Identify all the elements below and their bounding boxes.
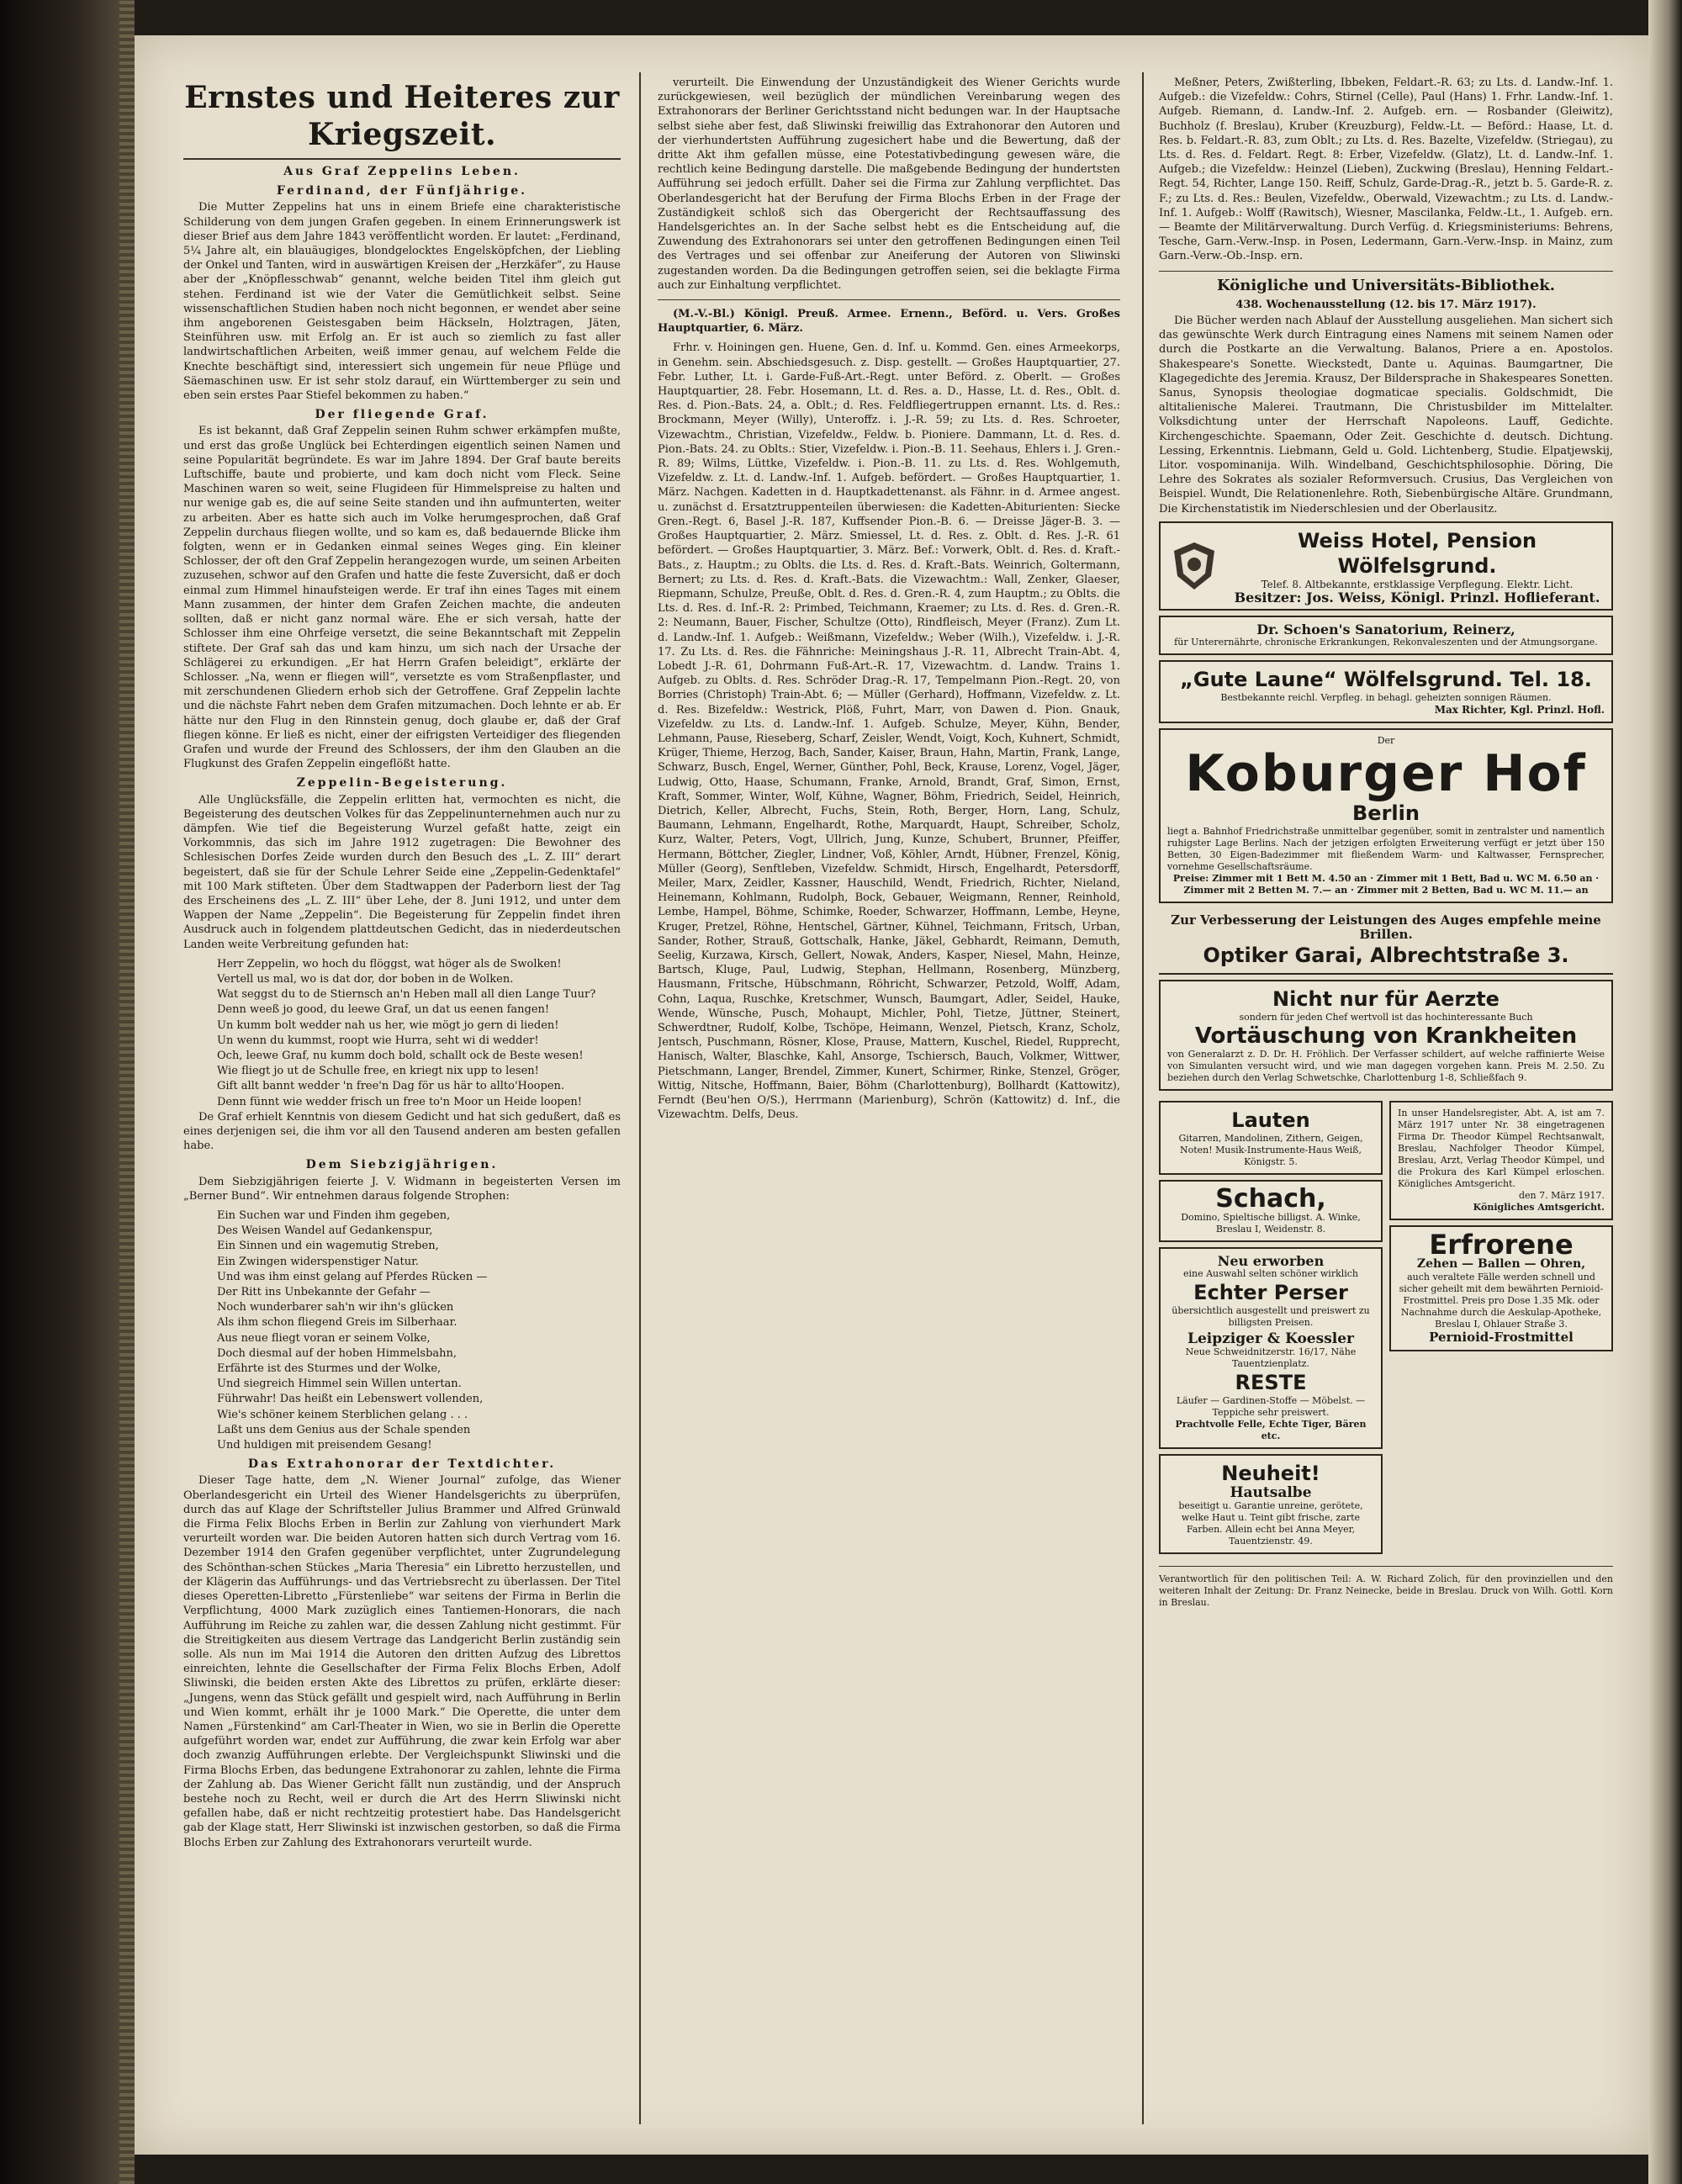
poem-line: Noch wunderbarer sah'n wir ihn's glücken [217,1301,454,1314]
poem-line: Der Ritt ins Unbekannte der Gefahr — [217,1286,431,1299]
poem-line: Und siegreich Himmel sein Willen untertan. [217,1378,462,1391]
footer-imprint: Verantwortlich für den politischen Teil: A. W. Richard Zolich, für den provinziellen und den weiteren Inhalt der Zeitung: Dr. Franz Neinecke, beide in Breslau. Druck von Wilh. Gottl. Korn in Breslau. [1159,1573,1613,1609]
ad-text: Prachtvolle Felle, Echte Tiger, Bären etc. [1175,1418,1367,1441]
column-1 [183,76,621,2119]
ad-koburger-hof [1159,728,1613,903]
ad-title: Schach, [1215,1183,1326,1214]
library-heading: Königliche und Universitäts-Bibliothek. [1216,276,1556,294]
ad-text: Neu erworben [1217,1252,1325,1269]
notice-court: Königliches Amtsgericht. [1473,1201,1605,1213]
ad-title: Dr. Schoen's Sanatorium, Reinerz, [1256,621,1515,637]
ad-gute-laune [1159,660,1613,723]
divider [1159,1566,1613,1567]
article-paragraph: Dem Siebzigjährigen feierte J. V. Widmann in begeisterten Versen im „Berner Bund“. Wir entnehmen daraus folgende Strophen: [183,1175,621,1203]
ad-subtitle: Hautsalbe [1230,1483,1312,1501]
ad-text: Gitarren, Mandolinen, Zithern, Geigen, Noten! Musik-Instrumente-Haus Weiß, Königstr. 5. [1178,1132,1363,1167]
notice-handelsregister [1389,1101,1613,1220]
section-subheading: Ferdinand, der Fünfjährige. [276,184,528,198]
ad-text: beseitigt u. Garantie unreine, gerötete, welke Haut u. Teint gibt frische, zarte Farben. Allein echt bei Anna Meyer, Tauentzienstr. 49. [1178,1500,1363,1547]
ad-text: Zur Verbesserung der Leistungen des Auges empfehle meine Brillen. [1171,912,1601,943]
poem-line: Ein Zwingen widerspenstiger Natur. [217,1255,419,1268]
ad-aerzte-book [1159,980,1613,1091]
ad-text: Der [1377,735,1395,747]
library-text: Die Bücher werden nach Ablauf der Ausstellung ausgeliehen. Man sichert sich das gewünschte Werk durch Eintragung eines Namens mit seinem Namen oder durch die Postkarte an die Verwaltung. Balanos, Priere a en. Apostolos. Shakespeare's Sonette. Wieckstedt, Dante u. Aquinas. Baumgartner, Die Klagegedichte des Jeremia. Krausz, Der Bildersprache in Shakespeares Sonetten. Sanus, Synopsis theologiae dogmaticae specialis. Goldschmidt, Die altitalienische Malerei. Trautmann, Die Christusbilder im Mittelalter. Volksdichtung unter der Herrschaft Napoleons. Lauff, Gedichte. Kirchengeschichte. Spaemann, Oder Zeit. Geschichte d. deutsch. Dichtung. Lessing, Erkenntnis. Liebmann, Geld u. Gold. Lichtenberg, Studie. Elpatjewskij, Litor. vospominanija. Wilh. Windelband, Geschichtsphilosophie. Döring, Die Lehre des Sokrates als sozialer Reformversuch. Crusius, Das Vergleichen von Beispiel. Wundt, Die Relationenlehre. Roth, Siebenbürgische Altäre. Grundmann, Die Kirchenstatistik im Niederschlesien und der Oberlausitz. [1159,315,1613,516]
section-subheading: Der fliegende Graf. [315,408,489,422]
poem-line: Denn fünnt wie wedder frisch un free to'n Moor un Heide loopen! [217,1095,583,1108]
ad-book-title: Vortäuschung von Krankheiten [1194,1023,1578,1049]
poem-line: Och, leewe Graf, nu kumm doch bold, schallt ock de Beste wesen! [217,1049,584,1062]
ad-stack-right [1389,1096,1613,1560]
ad-title: „Gute Laune“ Wölfelsgrund. Tel. 18. [1180,668,1592,692]
library-subheading: 438. Wochenausstellung (12. bis 17. März 1917). [1235,298,1537,311]
divider [658,299,1120,300]
military-list-continuation: Meßner, Peters, Zwißterling, Ibbeken, Feldart.-R. 63; zu Lts. d. Landw.-Inf. 1. Aufgeb.: die Vizefeldw.: Cohrs, Stirnel (Celle), Paul (Hans) 1. Frhr. Landw.-Inf. 1. Aufgeb. Riemann, d. Landw.-Inf. 2. Aufgeb. ern. — Rosbander (Gleiwitz), Buchholz (f. Breslau), Kruber (Kreuzburg), Feldw.-Lt. — Beförd.: Haase, Lt. d. Res. b. Feldart.-R. 83, zum Oblt.; zu Lts. d. Res. Bazelte, Vizefeldw. (Striegau), zu Lts. d. Res. d. Feldart. Regt. 8: Erber, Vizefeldw. (Glatz), Lt. d. Landw.-Inf. 1. Aufgeb.; die Vizefeldw.: Heinzel (Lieben), Zuckwing (Breslau), Henning Feldart.-Regt. 54, Richter, Lange 150. Reiff, Schulz, Garde-Drag.-R., jetzt b. 5. Garde-R. z. F.; zu Lts. d. Res.: Beulen, Vizefeldw., Oberwald, Vizewachtm.; zu Lts. d. Landw.-Inf. 1. Aufgeb.: Wolff (Rawitsch), Wiesner, Mascilanka, Feldw.-Lt., 1. Aufgeb. ern. — Beamte der Militärverwaltung. Durch Verfüg. d. Kriegsministeriums: Behrens, Tesche, Garn.-Verw.-Insp. in Posen, Ledermann, Garn.-Verw.-Insp. in Mainz, zum Garn.-Verw.-Ob.-Insp. ern. [1159,77,1613,263]
ad-text: eine Auswahl selten schöner wirklich [1182,1267,1359,1279]
poem-line: Herr Zeppelin, wo hoch du flöggst, wat höger als de Swolken! [217,957,562,970]
ad-prices: Preise: Zimmer mit 1 Bett M. 4.50 an · Zimmer mit 1 Bett, Bad u. WC M. 6.50 an · Zimmer mit 2 Betten M. 7.— an · Zimmer mit 2 Betten, Bad u. WC M. 11.— an [1172,873,1600,896]
column-rule [1142,72,1144,2124]
ad-lauten [1159,1101,1383,1175]
ad-text: Domino, Spieltische billigst. A. Winke, Breslau I, Weidenstr. 8. [1181,1211,1361,1235]
poem-line: Führwahr! Das heißt ein Lebenswert vollenden, [217,1393,484,1406]
ad-erfrorene [1389,1225,1613,1351]
poem-line: Und was ihm einst gelang auf Pferdes Rücken — [217,1270,488,1283]
article-paragraph: Alle Unglücksfälle, die Zeppelin erlitten hat, vermochten es nicht, die Begeisterung des deutschen Volkes für das Zeppelinunternehmen auch nur zu dämpfen. Wie tief die Begeisterung Wurzel gefaßt hatte, zeigt ein Vorkommnis, das sich im Jahre 1912 zugetragen: Die Bewohner des Schlesischen Dorfes Zeide wurden durch den Besuch des „L. Z. III“ derart begeistert, daß sie für der Schule Lehrer Seide eine „Zeppelin-Gedenktafel“ mit 100 Mark stifteten. Über dem Stadtwappen der Paderborn liest der Tag des Erscheinens des „L. Z. III“ über Lehe, der 8. Juni 1912, und unter dem Wappen der Name „Zeppelin“. Die Begeisterung für Zeppelin findet ihren Ausdruck auch in folgendem plattdeutschen Gedicht, das in niederdeutschen Landen weite Verbreitung gefunden hat: [183,793,621,951]
ad-title: Neuheit! [1221,1461,1320,1485]
article-continuation: verurteilt. Die Einwendung der Unzuständigkeit des Wiener Gerichts wurde zurückgewiesen, weil bezüglich der mündlichen Vereinbarung wegen des Extrahonorars der Berliner Gerichtsstand nicht bedungen war. In der Hauptsache selbst siehe aber fest, daß Sliwinski freiwillig das Extrahonorar den Autoren und der vierhundertsten Aufführung zugesichert habe und die Bewertung, daß der dritte Akt ihm gefallen müsse, eine Potestativbedingung gewesen wäre, die rechtlich keine Bedingung darstelle. Die maßgebende Bedingung der hundertsten Aufführung sei jedoch erfüllt. Daher sei die Firma zur Zahlung verpflichtet. Das Oberlandesgericht hat der Berufung der Firma Blochs Erben in der Frage der Zuständigkeit schloß sich das Obergericht der Rechtsauffassung des Handelsgerichtes an. In der Sache selbst hebt es die Entscheidung auf, die Zuwendung des Extrahonorars sei unter den getroffenen Bedingungen einen Teil des Vertrages und sei offenbar zur Aneiferung der Autoren von Sliwinski zugestanden worden. Da die Bedingungen getroffen seien, sei die beklagte Firma auch zur Einhaltung verpflichtet. [658,77,1120,292]
ad-weiss-hotel [1159,521,1613,611]
section-heading: Aus Graf Zeppelins Leben. [283,165,521,178]
poem-plattdeutsch [183,957,621,1109]
poem-line: Wie's schöner keinem Sterblichen gelang . . . [217,1408,468,1421]
page-edge [1648,0,1682,2184]
page-title: Ernstes und Heiteres zur Kriegszeit. [183,79,621,160]
poem-line: Vertell us mal, wo is dat dor, dor boben in de Wolken. [217,972,514,986]
section-subheading: Zeppelin-Begeisterung. [296,776,508,791]
ad-schach [1159,1180,1383,1242]
ad-text: liegt a. Bahnhof Friedrichstraße unmittelbar gegenüber, somit in zentralster und namentlich ruhigster Lage Berlins. Nach der jetzigen erfolgten Erweiterung verfügt er jetzt über 150 Betten, 30 Eigen-Badezimmer mit fließendem Warm- und Kaltwasser, Fernsprecher, vornehme Gesellschaftsräume. [1167,826,1605,873]
ad-text: übersichtlich ausgestellt und preiswert zu billigsten Preisen. [1172,1304,1370,1328]
ad-text: für Unterernährte, chronische Erkrankungen, Rekonvaleszenten und der Atmungsorgane. [1174,637,1598,648]
column-3 [1159,76,1613,2119]
poem-line: Aus neue fliegt voran er seinem Volke, [217,1331,431,1345]
section-subheading: Das Extrahonorar der Textdichter. [247,1457,557,1472]
ad-title: Echter Perser [1193,1280,1348,1304]
poem-line: Erfährte ist des Sturmes und der Wolke, [217,1362,442,1376]
article-paragraph: Dieser Tage hatte, dem „N. Wiener Journal“ zufolge, das Wiener Oberlandesgericht ein Urteil des Wiener Handelsgerichts zu überprüfen, durch das auf Klage der Schriftsteller Julius Brammer und Alfred Grünwald die Firma Felix Blochs Erben in Berlin zur Zahlung von vierhundert Mark verurteilt worden war. Die beiden Autoren hatten sich durch Vertrag vom 16. Dezember 1914 den Grafen gegenüber verpflichtet, unter Zugrundelegung des Schönthan-schen Stückes „Maria Theresia“ ein Libretto herzustellen, und der Klägerin das Aufführungs- und das Vertriebsrecht zu überlassen. Der Titel dieses Operetten-Libretto „Fürstenliebe“ war seitens der Firma in Berlin die Verpflichtung, 4000 Mark zuzüglich eines Tantiemen-Honorars, die nach Aufführung im Reiche zu zahlen war, die dessen Zahlung nicht gestimmt. Für die Streitigkeiten aus diesem Vertrage das Landgericht Berlin zuständig sein solle. Als nun im Mai 1914 die Autoren den dritten Aufzug des Librettos einreichten, lehnte die Gesellschafter der Firma Felix Blochs Erben, Adolf Sliwinski, die beiden ersten Akte des Librettos zu prüfen, erklärte dieser: „Jungens, wenn das Stück gefällt und gespielt wird, nach Aufführung in Berlin und Wien kommt, erhält ihr je 1000 Mark.“ Die Operette, die unter dem Namen „Fürstenkind“ am Carl-Theater in Wien, wo sie in Berlin die Operette aufgeführt worden war, endet zur Aufführung, die zwar kein Erfolg war aber doch zwanzig Aufführungen erlebte. Der Vergleichspunkt Sliwinski und die Firma Blochs Erben, das bedungene Extrahonorar zu zahlen, lehnte die Firma der Zahlung ab. Das Wiener Gericht fällt nun zuständig, und der Anspruch bestehe noch zu Recht, weil er durch die Art des Herrn Sliwinski nicht gefallen habe, daß er nicht rechtzeitig protestiert habe. Das Handelsgericht gab der Klage statt, Herr Sliwinski ist inzwischen gestorben, so daß die Firma Blochs Erben zur Zahlung des Extrahonorars verurteilt wurde. [183,1474,621,1849]
ad-owner: Max Richter, Kgl. Prinzl. Hofl. [1434,704,1605,717]
poem-line: Ein Sinnen und ein wagemutig Streben, [217,1240,439,1253]
ad-title: Erfrorene [1429,1228,1574,1261]
ad-stack-left [1159,1096,1383,1560]
ad-subtitle: Zehen — Ballen — Ohren, [1416,1256,1586,1271]
poem-line: Gift allt bannt wedder 'n free'n Dag för us här to allto'Hoopen. [217,1080,565,1093]
article-paragraph: De Graf erhielt Kenntnis von diesem Gedicht und hat sich gedußert, daß es eines derjenigen sei, die ihm vor all den Tausend anderen am besten gefallen habe. [183,1110,621,1153]
crest-icon [1167,539,1221,593]
ad-text: Telef. 8. Altbekannte, erstklassige Verpflegung. Elektr. Licht. [1261,578,1574,590]
ad-title: Optiker Garai, Albrechtstraße 3. [1203,943,1569,967]
poem-widmann [183,1208,621,1452]
ad-text: sondern für jeden Chef wertvoll ist das hochinteressante Buch [1239,1011,1533,1023]
ad-text: Läufer — Gardinen-Stoffe — Möbelst. — Teppiche sehr preiswert. [1176,1394,1366,1418]
divider [1159,271,1613,272]
ad-text: Neue Schweidnitzerstr. 16/17, Nähe Tauentzienplatz. [1185,1346,1357,1369]
poem-line: Ein Suchen war und Finden ihm gegeben, [217,1209,451,1223]
military-list: Frhr. v. Hoiningen gen. Huene, Gen. d. Inf. u. Kommd. Gen. eines Armeekorps, in Genehm. sein. Abschiedsgesuch. z. Disp. gestellt. — Großes Hauptquartier, 27. Febr. Luther, Lt. i. Garde-Fuß-Art.-Regt. unter Beförd. z. Oberlt. — Großes Hauptquartier, 28. Febr. Hosemann, Lt. d. Res. a. D., Hasse, Lt. d. Res., Oblt. d. Res. d. Pion.-Bats. 24, a. Oblt.; d. Res. Feldfliegertruppen ernannt. Lts. d. Res.: Brockmann, Meyer (Willy), Unteroffz. i. J.-R. 59; zu Lts. d. Res. Schroeter, Vizewachtm., Christian, Vizefeldw., Feldw. b. Pioniere. Dammann, Lt. d. Res. d. Pion.-Bats. 24. zu Oblts.: Stier, Vizefeldw. i. Pion.-B. 11. Seehaus, Ehlers i. J. Gren.-R. 89; Wilms, Lüttke, Vizefeldw. i. Pion.-B. 11. zu Lts. d. Res. Wohlgemuth, Vizefeldw. z. Lt. d. Landw.-Inf. 1. Aufgeb. befördert. — Großes Hauptquartier, 1. März. Nachgen. Kadetten in d. Hauptkadettenanst. als Fähnr. in d. Armee angest. u. zunächst d. Ersatztruppenteilen überwiesen: die Kadetten-Abiturienten: Siecke Gren.-Regt. 6, Basel J.-R. 187, Kuffsender Pion.-B. 6. — Dreisse Jäger-B. 3. — Großes Hauptquartier, 2. März. Smiessel, Lt. d. Res. z. Oblt. d. Res. J.-R. 61 befördert. — Großes Hauptquartier, 3. März. Bef.: Vorwerk, Oblt. d. Res. d. Kraft.-Bats., z. Hauptm.; zu Oblts. die Lts. d. Res. d. Kraft.-Bats. Weinrich, Goltermann, Bernert; zu Lts. d. Res. d. Kraft.-Bats. die Vizewachtm.: Wall, Zenker, Glaeser, Riepmann, Schulze, Preuße, Oblt. d. Res. d. Gren.-R. 4, zum Hauptm.; zu Oblts. die Lts. d. Res. d. Inf.-R. 2: Primbed, Teichmann, Kraemer; zu Lts. d. Res. d. Gren.-R. 2: Neumann, Bauer, Fischer, Schultze (Otto), Rindfleisch, Meyer (Franz). Zum Lt. d. Landw.-Inf. 1. Aufgeb.: Weißmann, Vizefeldw.; Weber (Wilh.), Vizefeldw. i. J.-R. 17. Zu Lts. d. Res. die Fähnriche: Meiningshaus J.-R. 11, Albrecht Train-Abt. 4, Lobedt J.-R. 61, Dohrmann Fuß-Art.-R. 17, Vizewachtm. d. Landw. Trains 1. Aufgeb. zu Oblts. d. Res. Schröder Drag.-R. 17, Tempelmann Pion.-Regt. 20, von Borries (Christoph) Train-Abt. 6; — Müller (Gerhard), Hoffmann, Vizefeldw. z. Lt. d. Res. Bizefeldw.: Westrick, Plöß, Fuhrt, Marr, von Dawen d. Pion. Gnauk, Vizefeldw. zu Lts. d. Landw.-Inf. 1. Aufgeb. Schulze, Meyer, Kühn, Bender, Lehmann, Pause, Rieseberg, Scharf, Zeisler, Wendt, Voigt, Koch, Kuhnert, Schmidt, Krüger, Thieme, Herzog, Bach, Sander, Kaiser, Braun, Hahn, Martin, Frank, Lange, Schwarz, Busch, Engel, Werner, Günther, Pohl, Beck, Krause, Lorenz, Vogel, Jäger, Ludwig, Otto, Haase, Schumann, Franke, Arnold, Brandt, Graf, Simon, Ernst, Kraft, Sommer, Winter, Wolf, Kühne, Wagner, Böhm, Friedrich, Seidel, Heinrich, Dietrich, Keller, Albrecht, Fuchs, Stein, Roth, Berger, Horn, Lang, Schulz, Baumann, Lehmann, Engelhardt, Rothe, Marquardt, Haupt, Schreiber, Scholz, Kurz, Walter, Peters, Vogt, Ullrich, Jung, Kunze, Schubert, Brunner, Pfeiffer, Hermann, Böttcher, Ziegler, Lindner, Voß, Köhler, Arndt, Hübner, Frenzel, König, Müller (Georg), Senftleben, Vizefeldw. Schmidt, Hirsch, Engelhardt, Petersdorff, Meiler, Marx, Zeidler, Kassner, Hauschild, Wendt, Friedrich, Richter, Nieland, Heinemann, Kohlmann, Rudolph, Bock, Gebauer, Weigmann, Renner, Reinhold, Lembe, Hampel, Böhme, Schimke, Roeder, Schwarzer, Hoffmann, Lembe, Heyne, Kruger, Pretzel, Röhne, Hentschel, Gärtner, Kühnel, Teichmann, Fritsch, Urban, Sander, Rother, Strauß, Gottschalk, Hanke, Jäkel, Gebhardt, Reimann, Demuth, Seelig, Kurzawa, Kirsch, Gellert, Nowak, Anders, Kasper, Niesel, Mahn, Heinze, Bartsch, Kluge, Paul, Ludwig, Stephan, Hellmann, Rosenberg, Münzberg, Hausmann, Fritsche, Hübschmann, Röhricht, Schwarzer, Petzold, Wolff, Adam, Cohn, Laqua, Ruschke, Kretschmer, Wunsch, Baumgart, Adler, Seidel, Hauke, Wende, Wünsche, Pusch, Mohaupt, Michler, Pohl, Tietze, Jüttner, Steinert, Schwerdtner, Rudolf, Kolbe, Tschöpe, Heimann, Wenzel, Pietsch, Kranz, Scholz, Jentsch, Puschmann, Rösner, Klose, Prause, Mattern, Kuschel, Riedel, Rupprecht, Hanisch, Walter, Blaschke, Kahl, Ansorge, Tschiersch, Bauch, Volkmer, Wittwer, Pietschmann, Langer, Brendel, Zimmer, Kunert, Schirmer, Rinke, Stenzel, Gröger, Wittig, Nitsche, Hoffmann, Baier, Böhm (Charlottenburg), Bollhardt (Kattowitz), Ferndt (Beu'hen O/S.), Herrmann (Marienburg), Schrön (Kattowitz) d. Inf., die Vizewachtm. Delfs, Deus. [658,341,1120,1122]
ad-city: Berlin [1352,801,1420,826]
ad-sanatorium [1159,616,1613,655]
newspaper-page [135,35,1648,2155]
poem-line: Als ihm schon fliegend Greis im Silberhaar. [217,1316,458,1330]
ad-perser [1159,1247,1383,1449]
ad-title: Nicht nur für Aerzte [1272,986,1500,1011]
notice-text: In unser Handelsregister, Abt. A, ist am 7. März 1917 unter Nr. 38 eingetragenen Firma Dr. Theodor Kümpel Rechtsanwalt, Breslau, Nachfolger Theodor Kümpel, Breslau, Arzt, Verlag Theodor Kümpel, und die Prokura des Karl Kümpel erloschen. Königliches Amtsgericht. [1398,1107,1605,1189]
ad-brand: Pernioid-Frostmittel [1429,1329,1574,1345]
poem-line: Un kumm bolt wedder nah us her, wie mögt jo gern di lieden! [217,1018,559,1032]
ad-neuheit [1159,1454,1383,1554]
section-subheading: Dem Siebzigjährigen. [305,1158,499,1172]
column-2 [658,76,1120,2119]
ad-title: RESTE [1235,1370,1307,1394]
poem-line: Denn weeß jo good, du leewe Graf, un dat us eenen fangen! [217,1003,550,1017]
ad-title: Koburger Hof [1185,744,1587,804]
military-list-heading: (M.-V.-Bl.) Königl. Preuß. Armee. Ernenn., Beförd. u. Vers. Großes Hauptquartier, 6. März. [658,308,1120,336]
poem-line: Un wenn du kummst, roopt wie Hurra, seht wi di wedder! [217,1034,539,1047]
poem-line: Des Weisen Wandel auf Gedankenspur, [217,1224,433,1238]
ad-company: Leipziger & Koessler [1187,1330,1354,1347]
article-paragraph: Die Mutter Zeppelins hat uns in einem Briefe eine charakteristische Schilderung von dem jungen Grafen gegeben. In einem Erinnerungswerk ist dieser Brief aus dem Jahre 1843 veröffentlicht worden. Er lautet: „Ferdinand, 5¼ Jahre alt, ein blauäugiges, blondgelocktes Engelsköpfchen, der Liebling der Onkel und Tanten, wird in auswärtigen Kreisen der „Herzkäfer“, zu Hause aber der „Knöpflesschwab“ genannt, welche beiden Titel ihm gleich gut stehen. Ferdinand ist wie der Vater die Gemütlichkeit selbst. Seine wissenschaftlichen Studien haben noch nicht begonnen, er wendet aber seine ihm angeborenen Geistesgaben beim Häckseln, Holztragen, Jäten, Steinführen usw. mit Erfolg an. Er ist auch so ziemlich zu fast aller landwirtschaftlichen Arbeiten, weiß immer genau, auf welchem Felde die Knechte beschäftigt sind, interessiert sich ungemein für neue Pflüge und Säemaschinen usw. Er ist sehr stolz darauf, ein Württemberger zu sein und eben sein erstes Paar Stiefel bekommen zu haben.“ [183,201,621,403]
article-paragraph: Es ist bekannt, daß Graf Zeppelin seinen Ruhm schwer erkämpfen mußte, und erst das große Unglück bei Echterdingen eigentlich seinen Namen und seine Popularität begründete. Es war im Jahre 1894. Der Graf baute bereits Luftschiffe, baute und probierte, und kam doch nicht vom Fleck. Seine Maschinen waren so weit, seine Flugideen für Himmelspreise zu halten und nur wenige gab es, die auf seine Seite standen und ihn aufmunterten, weiter zu arbeiten. Aber es hatte sich auch im Volke herumgesprochen, daß Graf Zeppelin durchaus fliegen wollte, und so kam es, daß bedauernde Blicke ihm folgten, wenn er in Gedanken einmal seines Weges ging. Ein kleiner Schlosser, der oft den Graf Zeppelin herangezogen wurde, um seinen Arbeiten zuzusehen, schwor auf den Grafen und hatte die feste Zuversicht, daß er doch einmal zum Himmel hinaufsteigen werde. Er traf ihn eines Tages mit einem Mann zusammen, der hinter dem Grafen Zeichen machte, die andeuten sollten, daß er nicht ganz normal wäre. Ehe er sich versah, hatte der Schlosser ihm eine Ohrfeige versetzt, die seine Bekanntschaft mit Zeppelin stiftete. Der Graf sah das und kam hinzu, um sich nach der Ursache der Schlägerei zu erkundigen. „Er hat Herrn Grafen beleidigt“, erklärte der Schlosser. „Na, wenn er fliegen will“, versetzte es vom Straßenpflaster, und mit zerschundenen Gliedern erhob sich der Getroffene. Graf Zeppelin lachte und die nächste Fahrt neben dem Grafen mitzumachen. Doch lehnte er ab. Er hätte nur den Flug in den Rinnstein genug, doch glaube er, daß der Graf fliegen könne. Er ließ es nicht, einer der eifrigsten Verteidiger des fliegenden Grafen und wurde der Freund des Schlossers, der ihm den Glauben an die Flugkunst des Grafen Zeppelin eingeflößt hatte. [183,425,621,771]
ad-text: auch veraltete Fälle werden schnell und sicher geheilt mit dem bewährten Pernioid-Frostmittel. Preis pro Dose 1.35 Mk. oder Nachnahme durch die Aeskulap-Apotheke, Breslau I, Ohlauer Straße 3. [1399,1271,1604,1330]
poem-line: Wie fliegt jo ut de Schulle free, en kriegt nix upp to lesen! [217,1065,539,1078]
ad-optiker [1159,908,1613,974]
ad-text: von Generalarzt z. D. Dr. H. Fröhlich. Der Verfasser schildert, auf welche raffinierte Weise von Simulanten versucht wird, und wie man dagegen vorgehen kann. Preis M. 2.50. Zu beziehen durch den Verlag Schwetschke, Charlottenburg 1-8, Schließfach 9. [1167,1048,1605,1083]
ad-row [1159,1096,1613,1560]
column-rule [639,72,641,2124]
ad-title: Weiss Hotel, Pension Wölfelsgrund. [1297,528,1537,578]
book-binding [0,0,135,2184]
ad-owner: Besitzer: Jos. Weiss, Königl. Prinzl. Hoflieferant. [1234,589,1600,605]
poem-line: Und huldigen mit preisendem Gesang! [217,1439,432,1452]
notice-date: den 7. März 1917. [1519,1189,1605,1201]
poem-line: Doch diesmal auf der hoben Himmelsbahn, [217,1346,458,1360]
ad-title: Lauten [1231,1108,1310,1132]
poem-line: Laßt uns dem Genius aus der Schale spenden [217,1423,471,1436]
poem-line: Wat seggst du to de Stiernsch an'n Heben mall all dien Lange Tuur? [217,988,596,1002]
ad-text: Bestbekannte reichl. Verpfleg. in behagl. geheizten sonnigen Räumen. [1220,692,1552,704]
